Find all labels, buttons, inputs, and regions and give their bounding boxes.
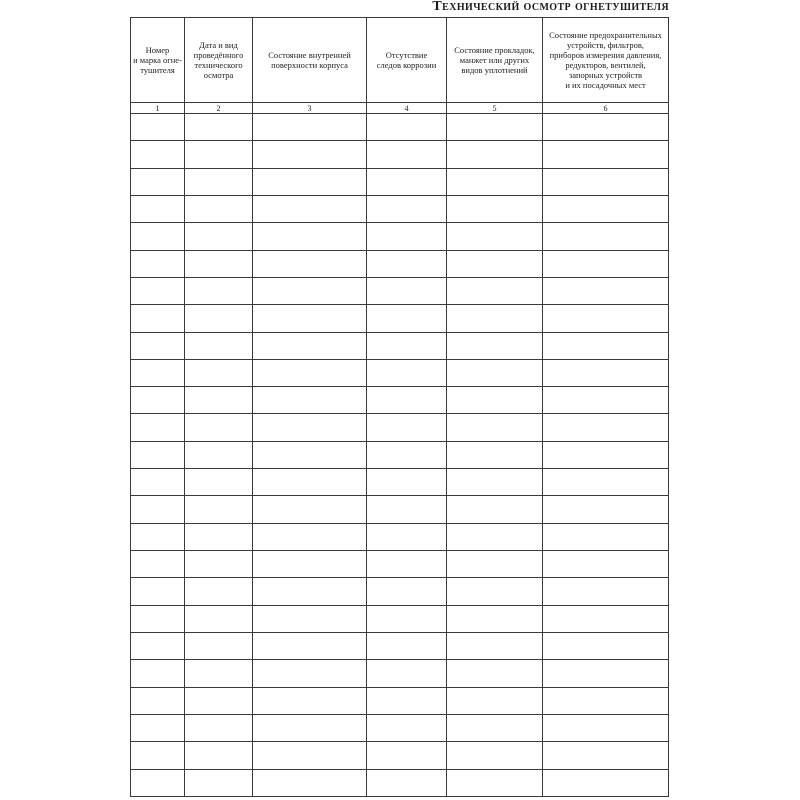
column-number-6: 6: [543, 103, 669, 114]
table-row: [131, 578, 669, 605]
table-cell[interactable]: [543, 605, 669, 632]
table-cell[interactable]: [367, 168, 447, 195]
table-cell[interactable]: [253, 114, 367, 141]
table-row: [131, 632, 669, 659]
table-cell[interactable]: [185, 660, 253, 687]
table-cell[interactable]: [131, 742, 185, 769]
header-row: [131, 18, 669, 103]
table-cell[interactable]: [543, 141, 669, 168]
table-cell[interactable]: [447, 195, 543, 222]
table-cell[interactable]: [367, 687, 447, 714]
table-cell[interactable]: [543, 359, 669, 386]
column-number-1: 1: [131, 103, 185, 114]
table-cell[interactable]: [543, 441, 669, 468]
table-cell[interactable]: [367, 660, 447, 687]
table-cell[interactable]: [185, 305, 253, 332]
table-row: [131, 114, 669, 141]
table-cell[interactable]: [543, 277, 669, 304]
table-cell[interactable]: [253, 332, 367, 359]
table-cell[interactable]: [447, 141, 543, 168]
table-row: [131, 332, 669, 359]
table-cell[interactable]: [367, 114, 447, 141]
table-cell[interactable]: [131, 168, 185, 195]
table-cell[interactable]: [131, 769, 185, 797]
table-cell[interactable]: [543, 660, 669, 687]
table-row: [131, 469, 669, 496]
table-cell[interactable]: [447, 305, 543, 332]
table-row: [131, 551, 669, 578]
table-row: [131, 523, 669, 550]
table-cell[interactable]: [543, 742, 669, 769]
table-cell[interactable]: [367, 332, 447, 359]
table-cell[interactable]: [131, 387, 185, 414]
column-header-3: Состояние внутренней поверхности корпуса: [253, 18, 367, 103]
table-row: [131, 605, 669, 632]
table-cell[interactable]: [367, 742, 447, 769]
table-cell[interactable]: [543, 769, 669, 797]
table-cell[interactable]: [131, 441, 185, 468]
table-cell[interactable]: [185, 578, 253, 605]
table-cell[interactable]: [447, 223, 543, 250]
table-cell[interactable]: [185, 523, 253, 550]
table-cell[interactable]: [131, 277, 185, 304]
table-row: [131, 496, 669, 523]
table-cell[interactable]: [447, 496, 543, 523]
column-header-4: Отсутствие следов коррозии: [367, 18, 447, 103]
inspection-log-table: [130, 17, 669, 797]
table-cell[interactable]: [253, 414, 367, 441]
table-cell[interactable]: [185, 168, 253, 195]
table-cell[interactable]: [367, 578, 447, 605]
table-cell[interactable]: [131, 687, 185, 714]
table-cell[interactable]: [185, 223, 253, 250]
table-cell[interactable]: [543, 332, 669, 359]
column-header-1: Номер и марка огне- тушителя: [131, 18, 185, 103]
table-row: [131, 441, 669, 468]
table-cell[interactable]: [131, 469, 185, 496]
table-cell[interactable]: [253, 605, 367, 632]
table-cell[interactable]: [447, 277, 543, 304]
table-row: [131, 359, 669, 386]
table-cell[interactable]: [253, 578, 367, 605]
table-cell[interactable]: [131, 496, 185, 523]
table-cell[interactable]: [253, 223, 367, 250]
table-cell[interactable]: [367, 605, 447, 632]
table-cell[interactable]: [543, 687, 669, 714]
table-cell[interactable]: [253, 687, 367, 714]
table-cell[interactable]: [367, 441, 447, 468]
table-cell[interactable]: [185, 414, 253, 441]
column-number-5: 5: [447, 103, 543, 114]
table-cell[interactable]: [367, 277, 447, 304]
column-number-2: 2: [185, 103, 253, 114]
table-row: [131, 742, 669, 769]
table-row: [131, 141, 669, 168]
table-cell[interactable]: [253, 195, 367, 222]
table-cell[interactable]: [131, 305, 185, 332]
table-cell[interactable]: [543, 414, 669, 441]
table-cell[interactable]: [131, 660, 185, 687]
table-row: [131, 277, 669, 304]
table-cell[interactable]: [367, 387, 447, 414]
table-cell[interactable]: [367, 141, 447, 168]
table-cell[interactable]: [543, 223, 669, 250]
table-cell[interactable]: [447, 469, 543, 496]
table-cell[interactable]: [367, 469, 447, 496]
table-cell[interactable]: [253, 660, 367, 687]
table-cell[interactable]: [367, 195, 447, 222]
table-cell[interactable]: [447, 769, 543, 797]
table-cell[interactable]: [447, 714, 543, 741]
table-cell[interactable]: [131, 578, 185, 605]
table-cell[interactable]: [131, 414, 185, 441]
table-cell[interactable]: [447, 441, 543, 468]
table-cell[interactable]: [185, 387, 253, 414]
table-cell[interactable]: [185, 632, 253, 659]
table-cell[interactable]: [185, 714, 253, 741]
table-cell[interactable]: [185, 441, 253, 468]
table-row: [131, 769, 669, 797]
table-row: [131, 714, 669, 741]
table-cell[interactable]: [131, 551, 185, 578]
table-cell[interactable]: [131, 141, 185, 168]
table-cell[interactable]: [447, 523, 543, 550]
page-title: Технический осмотр огнетушителя: [432, 0, 669, 14]
table-cell[interactable]: [185, 250, 253, 277]
table-cell[interactable]: [131, 359, 185, 386]
table-cell[interactable]: [543, 114, 669, 141]
table-cell[interactable]: [185, 332, 253, 359]
table-cell[interactable]: [253, 769, 367, 797]
table-cell[interactable]: [253, 523, 367, 550]
table-cell[interactable]: [367, 250, 447, 277]
table-cell[interactable]: [185, 496, 253, 523]
table-cell[interactable]: [131, 223, 185, 250]
table-cell[interactable]: [543, 632, 669, 659]
table-cell[interactable]: [447, 168, 543, 195]
table-cell[interactable]: [447, 250, 543, 277]
column-header-2: Дата и вид проведённого технического осмотра: [185, 18, 253, 103]
table-cell[interactable]: [131, 114, 185, 141]
table-cell[interactable]: [367, 305, 447, 332]
table-cell[interactable]: [185, 277, 253, 304]
table-cell[interactable]: [253, 496, 367, 523]
table-cell[interactable]: [543, 195, 669, 222]
table-cell[interactable]: [367, 223, 447, 250]
table-cell[interactable]: [131, 250, 185, 277]
table-cell[interactable]: [447, 578, 543, 605]
table-cell[interactable]: [447, 687, 543, 714]
table-cell[interactable]: [253, 551, 367, 578]
table-row: [131, 687, 669, 714]
table-cell[interactable]: [185, 605, 253, 632]
column-number-4: 4: [367, 103, 447, 114]
table-cell[interactable]: [253, 250, 367, 277]
column-header-5: Состояние прокладок, манжет или других видов уплотнений: [447, 18, 543, 103]
table-cell[interactable]: [447, 742, 543, 769]
table-cell[interactable]: [131, 523, 185, 550]
table-cell[interactable]: [543, 168, 669, 195]
table-cell[interactable]: [447, 605, 543, 632]
table-cell[interactable]: [367, 632, 447, 659]
table-cell[interactable]: [367, 769, 447, 797]
column-header-6: Состояние предохранительных устройств, фильтров, приборов измерения давления, редукторов, вентилей, запорных устройств и их посадочных мест: [543, 18, 669, 103]
table-cell[interactable]: [367, 523, 447, 550]
table-cell[interactable]: [543, 578, 669, 605]
table-cell[interactable]: [185, 114, 253, 141]
table-cell[interactable]: [253, 141, 367, 168]
log-body: [131, 114, 669, 797]
table-cell[interactable]: [253, 359, 367, 386]
table-cell[interactable]: [447, 359, 543, 386]
table-cell[interactable]: [543, 496, 669, 523]
table-cell[interactable]: [253, 305, 367, 332]
table-cell[interactable]: [367, 359, 447, 386]
table-cell[interactable]: [185, 769, 253, 797]
table-cell[interactable]: [131, 714, 185, 741]
table-cell[interactable]: [543, 551, 669, 578]
table-cell[interactable]: [185, 195, 253, 222]
table-cell[interactable]: [253, 632, 367, 659]
table-cell[interactable]: [253, 387, 367, 414]
table-row: [131, 223, 669, 250]
table-cell[interactable]: [543, 469, 669, 496]
table-row: [131, 250, 669, 277]
table-cell[interactable]: [447, 387, 543, 414]
table-cell[interactable]: [253, 168, 367, 195]
table-row: [131, 305, 669, 332]
table-cell[interactable]: [543, 387, 669, 414]
table-cell[interactable]: [131, 195, 185, 222]
column-number-row: [131, 103, 669, 114]
table-row: [131, 660, 669, 687]
table-cell[interactable]: [131, 605, 185, 632]
table-row: [131, 168, 669, 195]
table-cell[interactable]: [543, 250, 669, 277]
table-cell[interactable]: [447, 632, 543, 659]
table-cell[interactable]: [185, 141, 253, 168]
table-cell[interactable]: [253, 714, 367, 741]
column-number-3: 3: [253, 103, 367, 114]
table-cell[interactable]: [543, 305, 669, 332]
table-cell[interactable]: [543, 523, 669, 550]
table-cell[interactable]: [367, 414, 447, 441]
table-cell[interactable]: [447, 414, 543, 441]
table-row: [131, 387, 669, 414]
table-cell[interactable]: [253, 441, 367, 468]
table-row: [131, 414, 669, 441]
table-cell[interactable]: [185, 742, 253, 769]
table-cell[interactable]: [447, 332, 543, 359]
table-cell[interactable]: [253, 469, 367, 496]
table-cell[interactable]: [253, 742, 367, 769]
table-cell[interactable]: [253, 277, 367, 304]
table-cell[interactable]: [131, 332, 185, 359]
table-cell[interactable]: [447, 114, 543, 141]
table-cell[interactable]: [185, 687, 253, 714]
table-cell[interactable]: [185, 359, 253, 386]
table-cell[interactable]: [367, 551, 447, 578]
table-cell[interactable]: [185, 551, 253, 578]
table-cell[interactable]: [131, 632, 185, 659]
table-cell[interactable]: [367, 496, 447, 523]
table-row: [131, 195, 669, 222]
table-cell[interactable]: [185, 469, 253, 496]
table-cell[interactable]: [367, 714, 447, 741]
table-cell[interactable]: [447, 660, 543, 687]
table-cell[interactable]: [543, 714, 669, 741]
table-cell[interactable]: [447, 551, 543, 578]
